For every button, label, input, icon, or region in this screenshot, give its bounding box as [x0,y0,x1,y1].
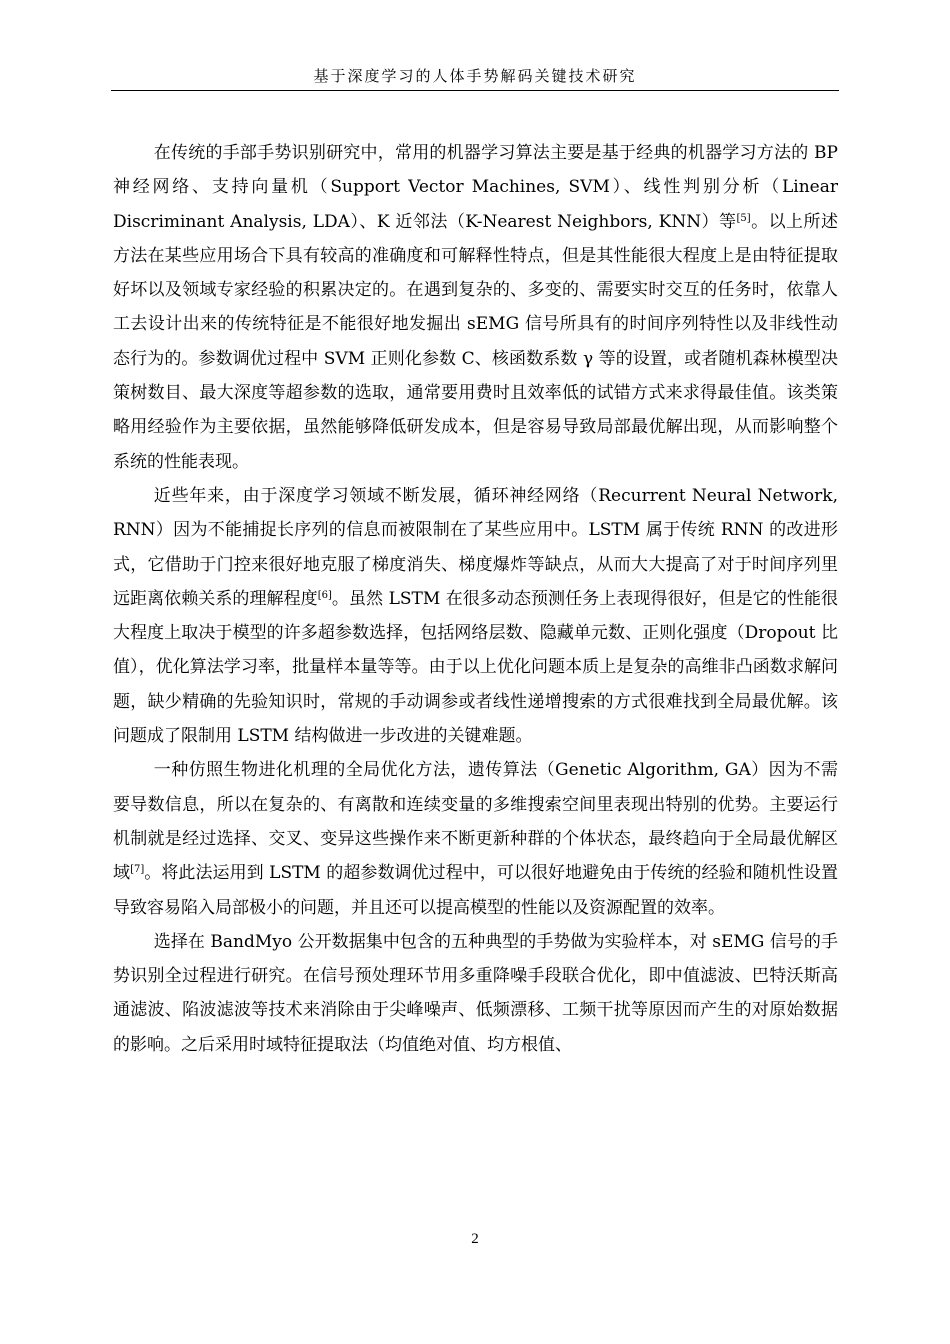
paragraph-3 [113,753,838,924]
paragraph-text: 一种仿照生物进化机理的全局优化方法，遗传算法（Genetic Algorithm, GA）因为不需要导数信息，所以在复杂的、有离散和连续变量的多维搜索空间里表现出特别的优势。主要运行机制就是经过选择、交叉、变异这些操作来不断更新种群的个体状态，最终趋向于全局最优解区域 [113,760,838,884]
paragraph-text-continued: 。虽然 LSTM 在很多动态预测任务上表现得很好，但是它的性能很大程度上取决于模型的许多超参数选择，包括网络层数、隐藏单元数、正则化强度（Dropout 比值），优化算法学习率，批量样本量等等。由于以上优化问题本质上是复杂的高维非凸函数求解问题，缺少精确的先验知识时，常规的手动调参或者线性递增搜索的方式很难找到全局最优解。该问题成了限制用 LSTM 结构做进一步改进的关键难题。 [113,588,838,747]
paragraph-1 [113,136,838,479]
paragraph-2 [113,479,838,753]
page-number: 2 [471,1231,479,1247]
citation-7: [7] [130,864,145,876]
paragraph-text: 在传统的手部手势识别研究中，常用的机器学习算法主要是基于经典的机器学习方法的 BP 神经网络、支持向量机（Support Vector Machines, SVM）、线性判别分析（Linear Discriminant Analysis, LDA）、K 近邻法（K-Nearest Neighbors, KNN）等 [113,143,838,232]
body-text [113,136,838,1062]
paragraph-text: 选择在 BandMyo 公开数据集中包含的五种典型的手势做为实验样本，对 sEMG 信号的手势识别全过程进行研究。在信号预处理环节用多重降噪手段联合优化，即中值滤波、巴特沃斯高通滤波、陷波滤波等技术来消除由于尖峰噪声、低频漂移、工频干扰等原因而产生的对原始数据的影响。之后采用时域特征提取法（均值绝对值、均方根值、 [113,931,838,1055]
paragraph-text-continued: 。以上所述方法在某些应用场合下具有较高的准确度和可解释性特点，但是其性能很大程度上是由特征提取好坏以及领域专家经验的积累决定的。在遇到复杂的、多变的、需要实时交互的任务时，依靠人工去设计出来的传统特征是不能很好地发掘出 sEMG 信号所具有的时间序列特性以及非线性动态行为的。参数调优过程中 SVM 正则化参数 C、核函数系数 γ 等的设置，或者随机森林模型决策树数目、最大深度等超参数的选取，通常要用费时且效率低的试错方式来求得最佳值。该类策略用经验作为主要依据，虽然能够降低研发成本，但是容易导致局部最优解出现，从而影响整个系统的性能表现。 [113,211,838,472]
paragraph-text: 近些年来，由于深度学习领域不断发展，循环神经网络（Recurrent Neural Network, RNN）因为不能捕捉长序列的信息而被限制在了某些应用中。LSTM 属于传统 RNN 的改进形式，它借助于门控来很好地克服了梯度消失、梯度爆炸等缺点，从而大大提高了对于时间序列里远距离依赖关系的理解程度 [113,485,838,609]
running-header: 基于深度学习的人体手势解码关键技术研究 [313,67,637,85]
citation-6: [6] [317,589,332,601]
paragraph-text-continued: 。将此法运用到 LSTM 的超参数调优过程中，可以很好地避免由于传统的经验和随机性设置导致容易陷入局部极小的问题，并且还可以提高模型的性能以及资源配置的效率。 [113,863,838,918]
citation-5: [5] [736,212,751,224]
header-rule [111,90,839,91]
paragraph-4 [113,925,838,1062]
